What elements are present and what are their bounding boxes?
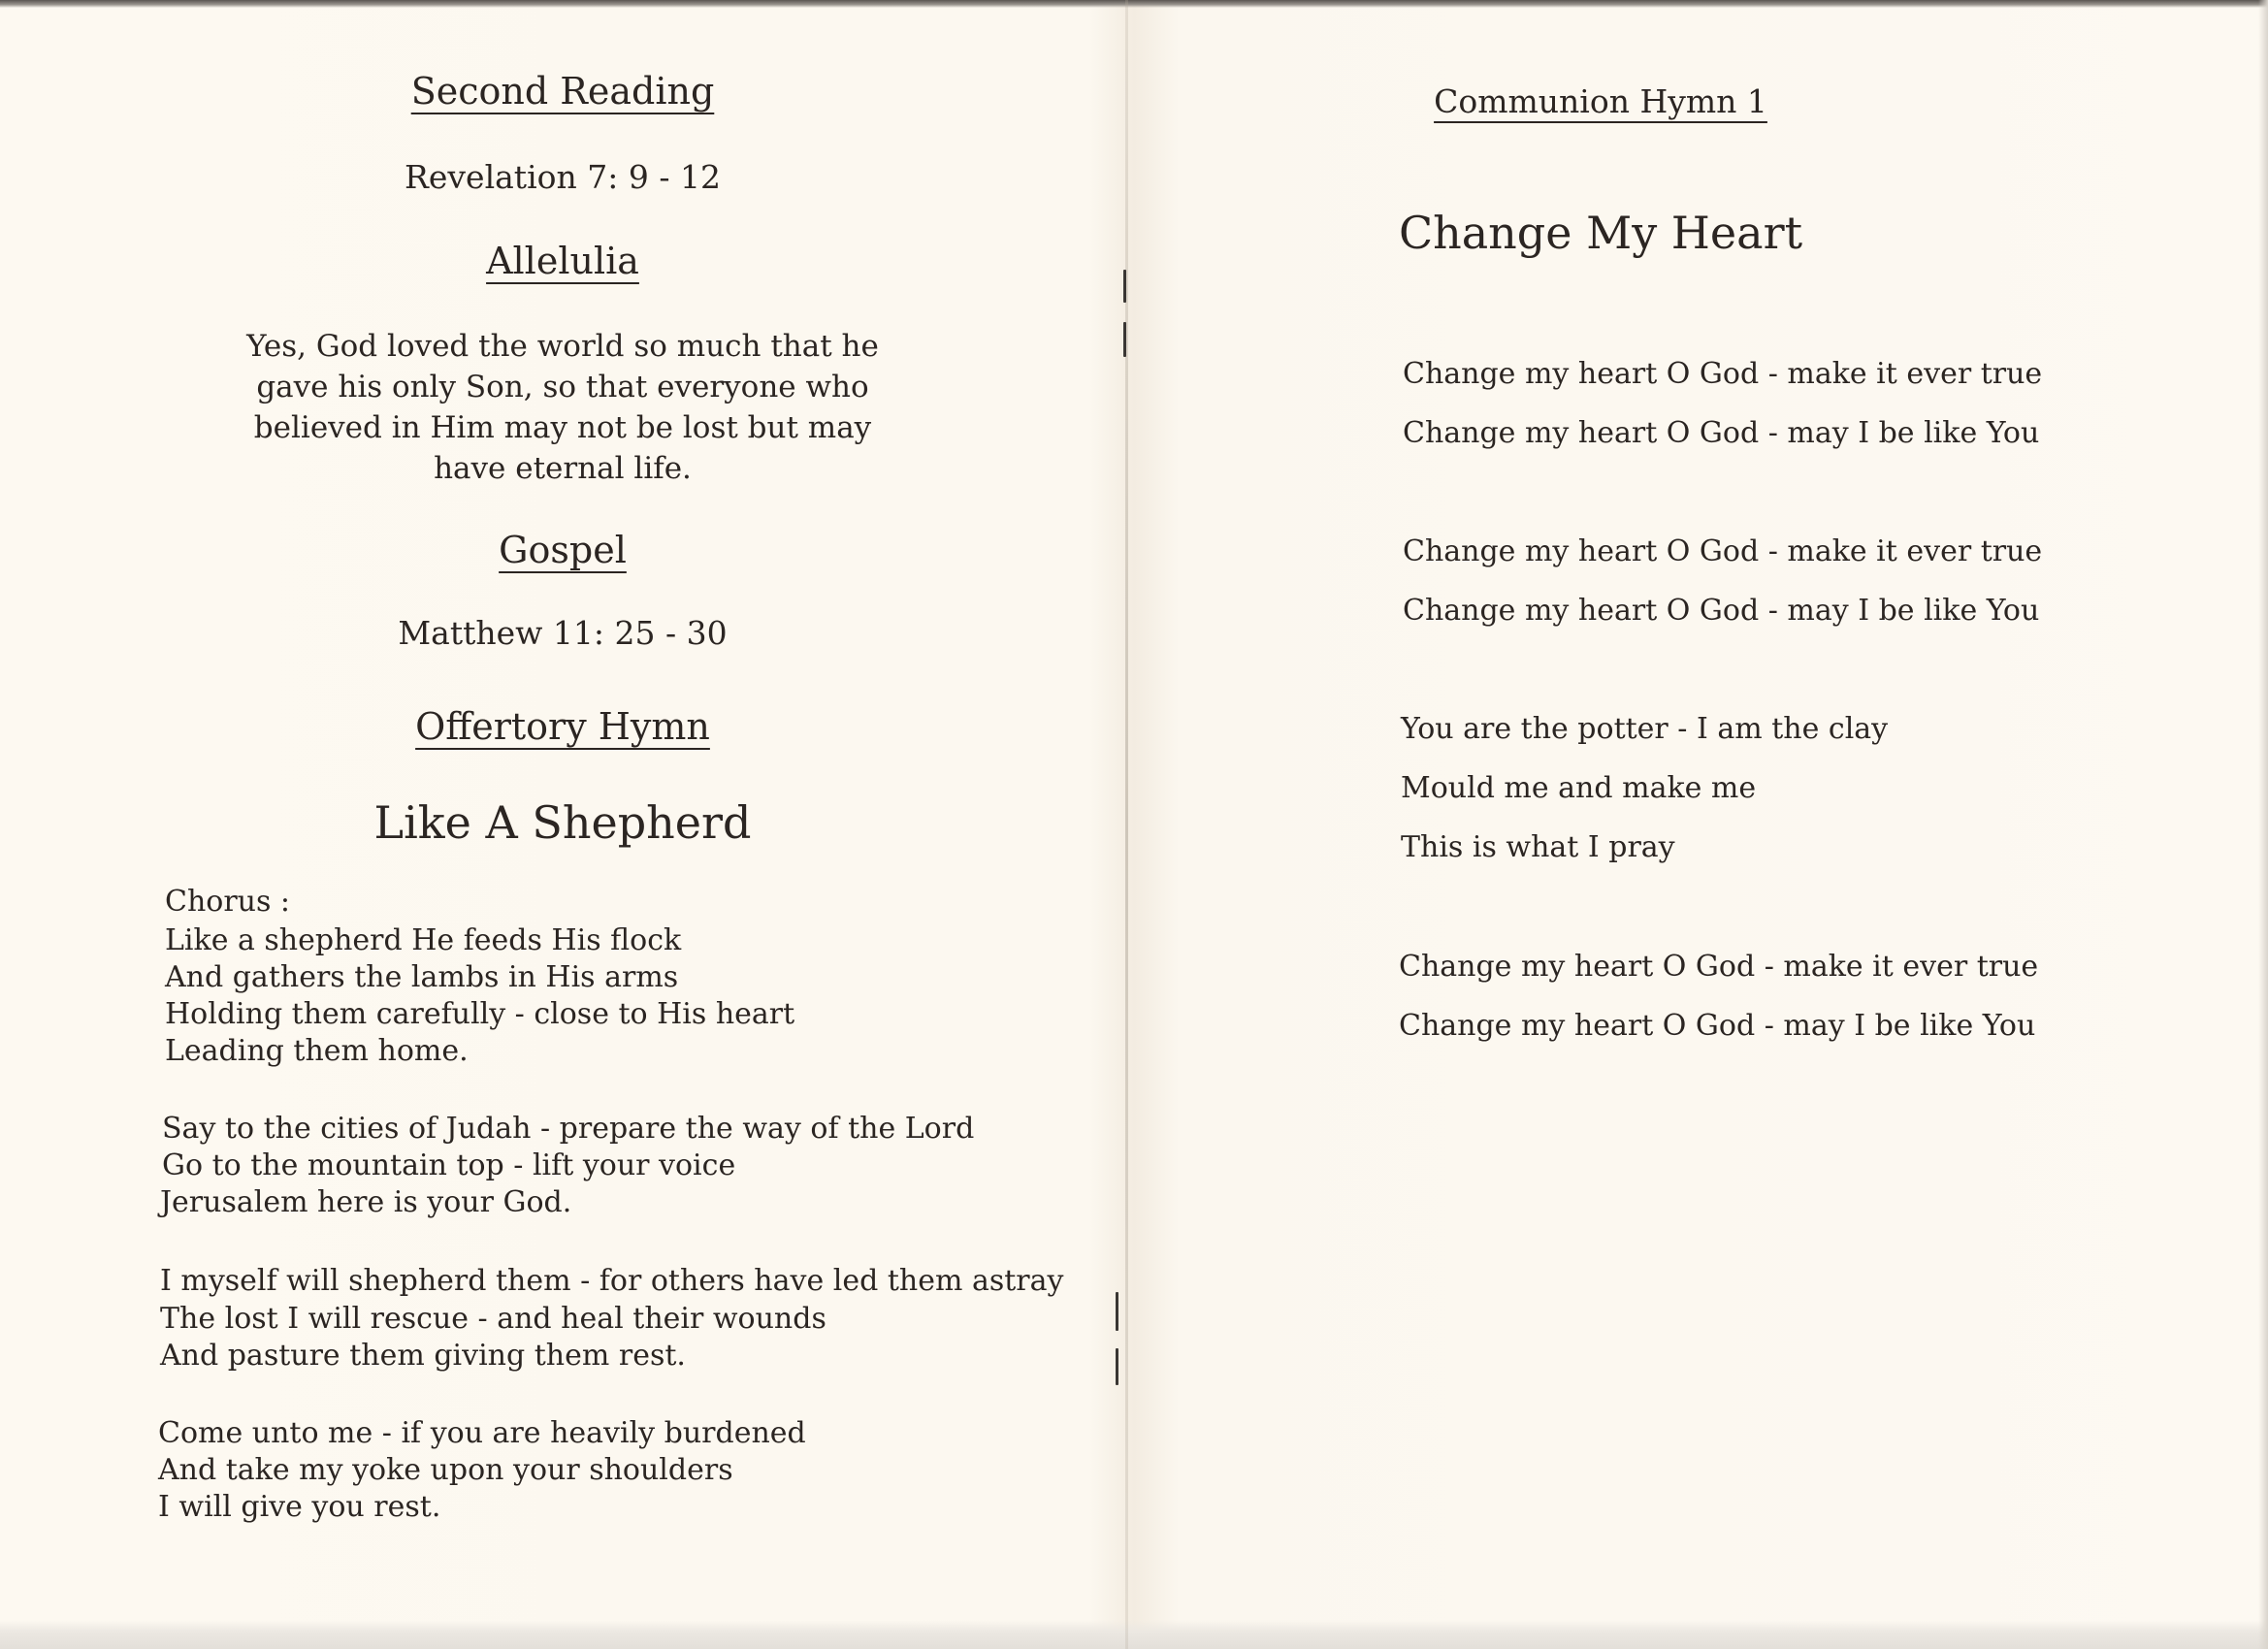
alleluia-heading: Allelulia (486, 240, 639, 282)
communion-line: Change my heart O God - make it ever true (1403, 534, 2043, 568)
offertory-line: And pasture them giving them rest. (160, 1339, 686, 1373)
communion-line: Change my heart O God - may I be like You (1403, 594, 2040, 628)
offertory-line: Come unto me - if you are heavily burdened (158, 1416, 806, 1450)
offertory-line: Go to the mountain top - lift your voice (162, 1148, 736, 1182)
communion-line: This is what I pray (1401, 830, 1675, 864)
alleluia-line: have eternal life. (434, 451, 692, 486)
communion-line: Change my heart O God - may I be like You (1399, 1009, 2036, 1043)
offertory-line: Leading them home. (165, 1034, 469, 1068)
gospel-heading: Gospel (499, 529, 627, 571)
alleluia-line: gave his only Son, so that everyone who (256, 370, 869, 404)
offertory-line: Jerusalem here is your God. (160, 1185, 572, 1219)
scan-right-edge (2258, 0, 2268, 1649)
alleluia-line: Yes, God loved the world so much that he (246, 329, 879, 364)
communion-hymn-heading: Communion Hymn 1 (1434, 82, 1767, 120)
communion-line: You are the potter - I am the clay (1401, 712, 1889, 746)
offertory-line: And gathers the lambs in His arms (165, 960, 679, 994)
second-reading-reference: Revelation 7: 9 - 12 (405, 158, 721, 196)
offertory-line: I will give you rest. (158, 1490, 441, 1524)
offertory-line: Chorus : (165, 885, 291, 919)
scan-bottom-edge (0, 1620, 2268, 1649)
offertory-line: I myself will shepherd them - for others have led them astray (160, 1264, 1064, 1298)
left-page (0, 0, 1125, 1610)
alleluia-verse (223, 326, 902, 489)
offertory-line: And take my yoke upon your shoulders (158, 1453, 733, 1487)
communion-line: Change my heart O God - may I be like You (1403, 416, 2040, 450)
offertory-hymn-title: Like A Shepherd (373, 796, 752, 849)
communion-hymn-title: Change My Heart (1398, 207, 1803, 259)
offertory-line: Say to the cities of Judah - prepare the way of the Lord (162, 1112, 975, 1146)
communion-line: Change my heart O God - make it ever true (1399, 950, 2039, 984)
offertory-line: Like a shepherd He feeds His flock (165, 923, 682, 957)
offertory-hymn-heading: Offertory Hymn (415, 705, 710, 748)
offertory-line: The lost I will rescue - and heal their wounds (160, 1302, 826, 1336)
offertory-line: Holding them carefully - close to His heart (165, 997, 795, 1031)
communion-line: Change my heart O God - make it ever true (1403, 357, 2043, 391)
communion-line: Mould me and make me (1401, 771, 1757, 805)
alleluia-line: believed in Him may not be lost but may (253, 410, 872, 445)
gospel-reference: Matthew 11: 25 - 30 (398, 614, 728, 652)
second-reading-heading: Second Reading (410, 70, 715, 113)
right-page (1128, 0, 2258, 1610)
